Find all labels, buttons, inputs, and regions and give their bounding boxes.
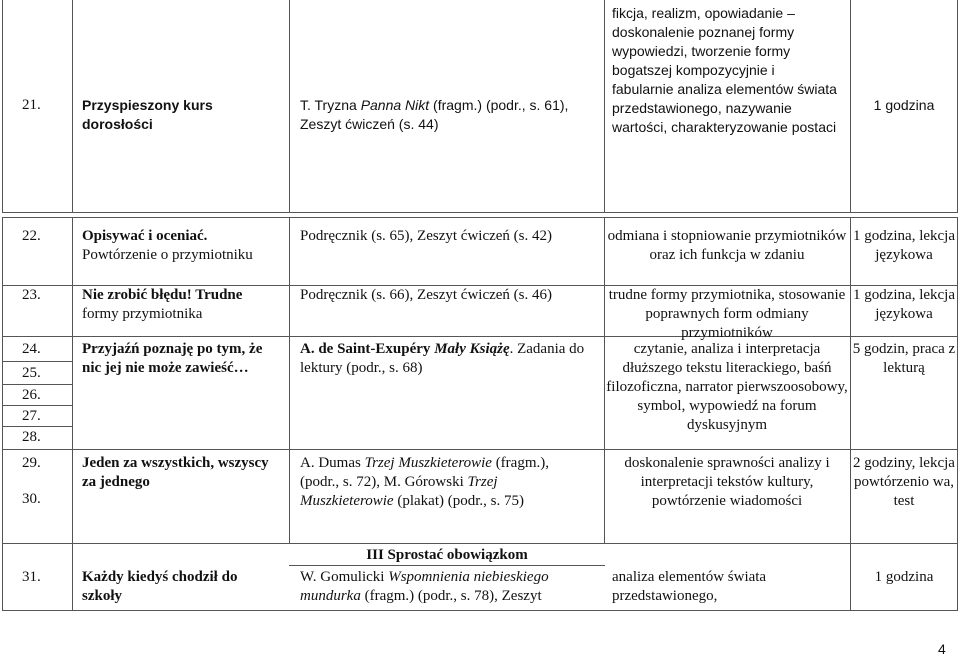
row-divider xyxy=(2,449,958,450)
table-border-left xyxy=(2,217,3,611)
row-number: 29. xyxy=(22,455,41,471)
reading-source: (fragm.) (podr., s. 61), Zeszyt ćwiczeń (s. 44) xyxy=(300,97,569,132)
table-border-bottom xyxy=(2,610,958,611)
reading-material xyxy=(300,96,600,134)
column-divider xyxy=(289,217,290,544)
row-number: 26. xyxy=(22,387,41,403)
row-number: 27. xyxy=(22,408,41,424)
skills-description: trudne formy przymiotnika, stosowanie poprawnych form odmiany przymiotników xyxy=(608,287,846,341)
lesson-topic-line: Opisywać i oceniać. xyxy=(82,228,208,244)
row-divider xyxy=(2,212,958,213)
column-divider xyxy=(72,0,73,213)
table-border-left xyxy=(2,0,3,213)
lesson-topic: Przyjaźń poznaję po tym, że nic jej nie może zawieść… xyxy=(82,341,263,376)
reading-title: Mały Książę xyxy=(434,341,510,357)
reading-material xyxy=(300,340,600,378)
hours-allocation: 5 godzin, praca z lekturą xyxy=(852,341,956,376)
row-divider xyxy=(2,426,73,427)
row-divider xyxy=(2,405,73,406)
lesson-topic-line: Powtórzenie o przymiotniku xyxy=(82,247,253,263)
reading-material: Podręcznik (s. 66), Zeszyt ćwiczeń (s. 46) xyxy=(300,287,552,303)
hours-allocation: 1 godzina, lekcja językowa xyxy=(852,228,956,263)
reading-title: Trzej Muszkieterowie xyxy=(364,455,492,471)
column-divider xyxy=(604,0,605,213)
row-divider xyxy=(289,565,605,566)
row-divider xyxy=(2,361,73,362)
reading-author: A. de Saint-Exupéry xyxy=(300,341,435,357)
reading-source: (fragm.) (podr., s. 78), Zeszyt xyxy=(360,588,542,604)
column-divider xyxy=(604,217,605,544)
skills-description: doskonalenie sprawności analizy i interpretacji tekstów kultury, powtórzenie wiadomości xyxy=(624,455,830,509)
reading-source: . Zadania do lektury (podr., s. 68) xyxy=(300,341,585,376)
table-border-right xyxy=(957,217,958,611)
row-divider xyxy=(2,217,958,218)
row-divider xyxy=(2,384,73,385)
reading-material xyxy=(300,454,580,511)
page-number: 4 xyxy=(938,641,946,657)
reading-author: W. Gomulicki xyxy=(300,569,389,585)
hours-allocation: 1 godzina xyxy=(873,97,935,113)
hours-allocation: 2 godziny, lekcja powtórzenio wa, test xyxy=(853,455,955,509)
lesson-topic-line: formy przymiotnika xyxy=(82,306,203,322)
row-number: 22. xyxy=(22,228,41,244)
reading-title: Panna Nikt xyxy=(360,97,430,113)
row-number: 24. xyxy=(22,341,41,357)
row-number: 28. xyxy=(22,429,41,445)
skills-description: odmiana i stopniowanie przymiotników oraz ich funkcja w zdaniu xyxy=(607,228,847,263)
column-divider xyxy=(850,217,851,611)
lesson-topic: Przyspieszony kurs dorosłości xyxy=(82,97,213,132)
reading-material xyxy=(300,568,600,606)
reading-author: A. Dumas xyxy=(300,455,365,471)
lesson-topic xyxy=(82,286,287,324)
reading-title: Wspomnienia niebieskiego mundurka xyxy=(300,569,549,604)
skills-description: czytanie, analiza i interpretacja dłuższego tekstu literackiego, baśń filozoficzna, narrator pierwszoosobowy, symbol, wypowiedź na forum dyskusyjnym xyxy=(606,341,848,433)
reading-source: (fragm.), (podr., s. 72), M. Górowski xyxy=(300,455,549,490)
lesson-topic: Jeden za wszystkich, wszyscy za jednego xyxy=(82,455,269,490)
reading-author: T. Tryzna xyxy=(300,97,361,113)
skills-description: fikcja, realizm, opowiadanie – doskonalenie poznanej formy wypowiedzi, tworzenie formy bogatszej kompozycyjnie i fabularnie analiza elementów świata przedstawionego, nazywanie wartości, charakteryzowanie postaci xyxy=(612,5,837,135)
hours-allocation: 1 godzina, lekcja językowa xyxy=(852,287,956,322)
row-number: 21. xyxy=(22,97,41,113)
lesson-topic xyxy=(82,227,287,265)
column-divider xyxy=(289,0,290,213)
column-divider xyxy=(72,217,73,611)
lesson-topic: Każdy kiedyś chodził do szkoły xyxy=(82,569,238,604)
lesson-topic-line: Nie zrobić błędu! Trudne xyxy=(82,287,243,303)
reading-title: Trzej Muszkieterowie xyxy=(300,474,498,509)
row-number: 25. xyxy=(22,365,41,381)
section-title: III Sprostać obowiązkom xyxy=(366,547,528,563)
hours-allocation: 1 godzina xyxy=(874,569,934,585)
row-divider xyxy=(2,543,958,544)
skills-description: analiza elementów świata przedstawionego, xyxy=(612,569,767,604)
reading-material: Podręcznik (s. 65), Zeszyt ćwiczeń (s. 42) xyxy=(300,228,552,244)
row-number: 30. xyxy=(22,491,41,507)
table-border-right xyxy=(957,0,958,213)
row-number: 31. xyxy=(22,569,41,585)
reading-source: (plakat) (podr., s. 75) xyxy=(393,493,524,509)
row-number: 23. xyxy=(22,287,41,303)
